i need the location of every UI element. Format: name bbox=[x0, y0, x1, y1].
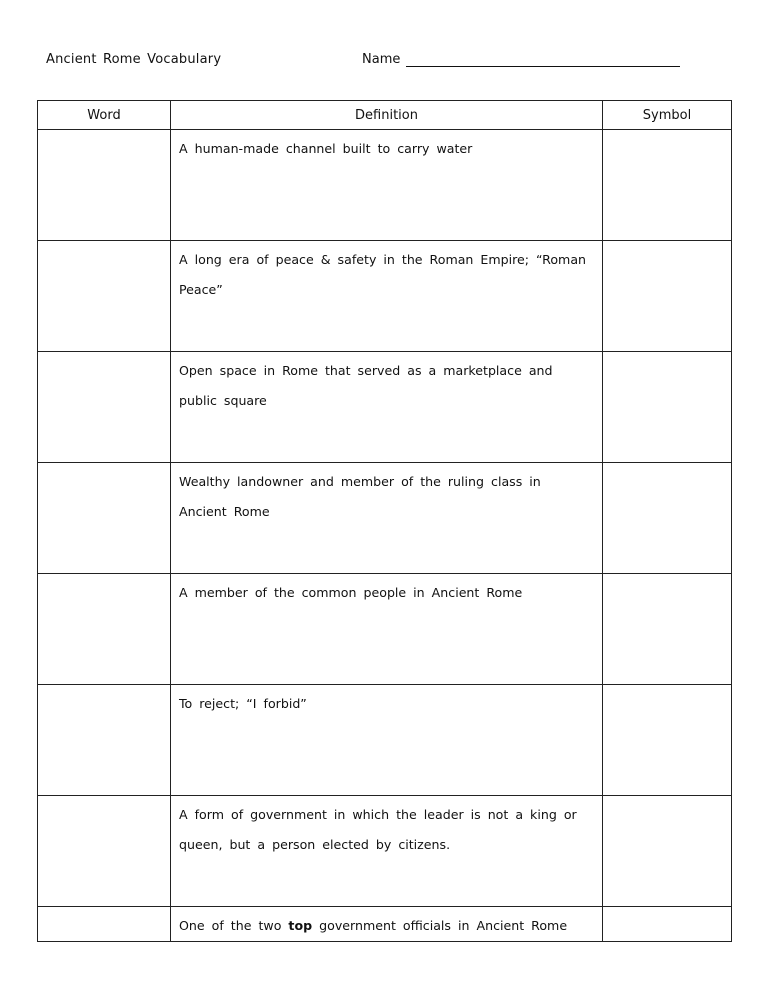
table-row bbox=[38, 574, 732, 685]
definition-text: To reject; “I forbid” bbox=[179, 696, 307, 711]
definition-text: A form of government in which the leader is not a king or queen, but a person elected by citizens. bbox=[179, 807, 577, 852]
table-header-row bbox=[38, 101, 732, 130]
name-field bbox=[362, 52, 680, 67]
symbol-cell[interactable] bbox=[603, 463, 732, 574]
definition-cell bbox=[171, 241, 603, 352]
definition-cell bbox=[171, 352, 603, 463]
word-cell[interactable] bbox=[38, 241, 171, 352]
definition-text: A member of the common people in Ancient Rome bbox=[179, 585, 523, 600]
symbol-cell[interactable] bbox=[603, 130, 732, 241]
word-cell[interactable] bbox=[38, 796, 171, 907]
word-cell[interactable] bbox=[38, 685, 171, 796]
definition-text bbox=[171, 907, 602, 941]
table-row bbox=[38, 241, 732, 352]
table-row bbox=[38, 796, 732, 907]
definition-text-part: government officials in Ancient Rome bbox=[319, 918, 568, 933]
table-row bbox=[38, 907, 732, 942]
name-label: Name bbox=[362, 52, 401, 67]
word-cell[interactable] bbox=[38, 352, 171, 463]
definition-text: Open space in Rome that served as a marketplace and public square bbox=[179, 363, 553, 408]
definition-cell bbox=[171, 463, 603, 574]
definition-cell bbox=[171, 574, 603, 685]
table-row bbox=[38, 352, 732, 463]
definition-text-part: One of the two bbox=[179, 918, 282, 933]
definition-text: A long era of peace & safety in the Roman Empire; “Roman Peace” bbox=[179, 252, 587, 297]
table-row bbox=[38, 130, 732, 241]
symbol-cell[interactable] bbox=[603, 907, 732, 942]
definition-cell bbox=[171, 796, 603, 907]
symbol-cell[interactable] bbox=[603, 352, 732, 463]
definition-cell bbox=[171, 685, 603, 796]
word-cell[interactable] bbox=[38, 463, 171, 574]
column-header-word: Word bbox=[38, 101, 171, 130]
symbol-cell[interactable] bbox=[603, 796, 732, 907]
definition-text: Wealthy landowner and member of the ruling class in Ancient Rome bbox=[179, 474, 541, 519]
name-blank-line[interactable] bbox=[406, 52, 680, 67]
word-cell[interactable] bbox=[38, 907, 171, 942]
definition-text-emphasis: top bbox=[288, 918, 313, 933]
word-cell[interactable] bbox=[38, 574, 171, 685]
column-header-symbol: Symbol bbox=[603, 101, 732, 130]
worksheet-title: Ancient Rome Vocabulary bbox=[46, 52, 222, 67]
definition-cell bbox=[171, 907, 603, 942]
symbol-cell[interactable] bbox=[603, 685, 732, 796]
column-header-definition: Definition bbox=[171, 101, 603, 130]
table-row bbox=[38, 685, 732, 796]
vocabulary-table bbox=[37, 100, 732, 942]
symbol-cell[interactable] bbox=[603, 574, 732, 685]
word-cell[interactable] bbox=[38, 130, 171, 241]
table-row bbox=[38, 463, 732, 574]
definition-text: A human-made channel built to carry water bbox=[179, 141, 473, 156]
definition-cell bbox=[171, 130, 603, 241]
symbol-cell[interactable] bbox=[603, 241, 732, 352]
